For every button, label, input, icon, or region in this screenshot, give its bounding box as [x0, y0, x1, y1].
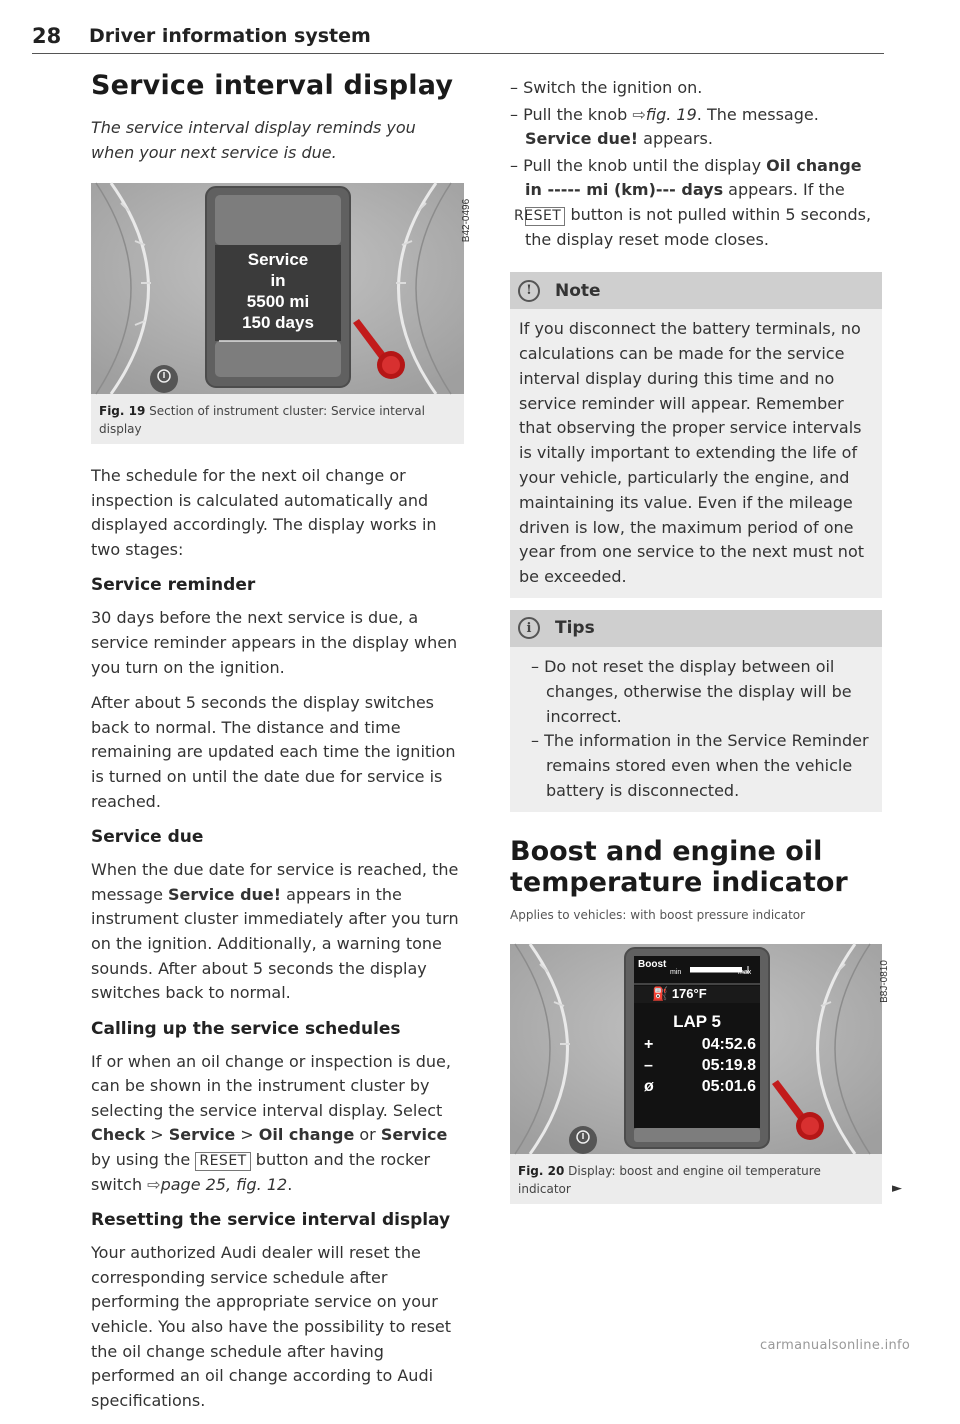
note-text: If you disconnect the battery terminals, no calculations can be made for the service interval display during this time and no service reminder will appear. Remember that observing the proper service intervals is vitally important to extending the life of your vehicle, particularly the engine, and maintaining its value. Even if the mileage driven is low, the maximum period of one year from one service to the next must not be exceeded. [519, 319, 865, 587]
oil-temp-value: 176°F [671, 985, 707, 1001]
service-reminder-p1: 30 days before the next service is due, a service reminder appears in the display when you turn on the ignition. [91, 608, 458, 677]
footer-watermark: carmanualsonline.info [760, 1338, 911, 1353]
lap-row: + 04:52.6 [644, 1035, 756, 1053]
figure-20-caption [510, 1154, 882, 1204]
oil-temp-row [652, 986, 752, 1002]
resetting-paragraph: Your authorized Audi dealer will reset the corresponding service schedule after performing the appropriate service on your vehicle. You also have the possibility to reset the oil change schedule after having performed an oil change according to Audi specifications. [91, 1243, 452, 1410]
exclamation-icon: ! [518, 280, 540, 302]
figure-20-image [510, 944, 891, 1154]
page-number: 28 [32, 24, 62, 48]
figure-20 [510, 944, 902, 1204]
service-reminder-heading: Service reminder [91, 575, 256, 596]
service-interval-intro: The service interval display reminds you when your next service is due. [91, 118, 416, 162]
reset-steps [510, 76, 882, 252]
page-header [32, 24, 884, 54]
service-display-text [215, 249, 341, 333]
figure-20-caption-text: Display: boost and engine oil temperature indicator [518, 1163, 821, 1196]
service-interval-heading: Service interval display [91, 70, 454, 101]
boost-heading: Boost and engine oil temperature indicator [510, 835, 848, 898]
oil-temperature-icon: ⛽ [652, 985, 669, 1001]
figure-19-image [91, 183, 472, 394]
lap-row: – 05:19.8 [644, 1056, 756, 1074]
tip-item-2: – The information in the Service Reminder remains stored even when the vehicle battery is disconnected. [531, 731, 869, 800]
lap-row: ø 05:01.6 [644, 1077, 756, 1095]
note-box [510, 272, 882, 598]
section-title: Driver information system [89, 25, 371, 47]
step-2: – Pull the knob ⇨fig. 19. The message. Service due! appears. [510, 104, 819, 149]
ref-arrow-icon: ⇨ [632, 104, 646, 124]
figure-19-caption [91, 394, 464, 444]
reset-key: RESET [525, 207, 565, 226]
display-line-2: in [270, 271, 286, 290]
service-due-paragraph: When the due date for service is reached, the message Service due! appears in the instrument cluster immediately after you turn on the ignition. Additionally, a warning tone sounds. After about 5 seconds the display switches back to normal. [91, 860, 459, 1003]
lap-label: LAP 5 [673, 1011, 721, 1031]
tips-title: Tips [555, 618, 595, 639]
resetting-heading: Resetting the service interval display [91, 1210, 451, 1231]
calling-up-paragraph: If or when an oil change or inspection is due, can be shown in the instrument cluster by selecting the service interval display. Select Check > Service > Oil change or Service by using the RESET button and the rocker switch ⇨page 25, fig. 12. [91, 1051, 451, 1194]
left-column [91, 70, 472, 1424]
figure-19-caption-text: Section of instrument cluster: Service interval display [99, 404, 425, 436]
reset-key: RESET [195, 1152, 250, 1171]
boost-label: Boost [638, 958, 667, 970]
figure-20-code: B8J-0810 [879, 959, 891, 1003]
tip-item-1: – Do not reset the display between oil changes, otherwise the display will be incorrect. [531, 656, 852, 726]
schedule-paragraph: The schedule for the next oil change or inspection is calculated automatically and displayed accordingly. The display works in two stages: [91, 466, 437, 559]
boost-min-label: min [670, 968, 682, 976]
note-title: Note [555, 280, 601, 301]
tips-body [510, 647, 882, 812]
note-body [510, 309, 882, 598]
page-ref-link[interactable]: page 25, fig. 12 [160, 1174, 288, 1194]
service-reminder-p2: After about 5 seconds the display switches back to normal. The distance and time remaining are updated each time the ignition is turned on until the date due for service is reached. [91, 693, 456, 811]
right-column [510, 76, 902, 1224]
figure-19-label: Fig. 19 [99, 404, 146, 418]
figure-20-label: Fig. 20 [518, 1163, 565, 1178]
display-line-4: 150 days [242, 313, 314, 332]
boost-max-label: max [738, 968, 752, 976]
tips-header [510, 610, 882, 647]
service-due-heading: Service due [91, 827, 204, 848]
display-line-3: 5500 mi [246, 292, 310, 311]
figure-19-code: B42-0496 [460, 198, 472, 243]
info-icon: i [518, 617, 540, 639]
display-line-1: Service [247, 250, 309, 269]
lap-times [644, 1034, 756, 1097]
step-1: – Switch the ignition on. [510, 78, 703, 97]
note-header [510, 272, 882, 309]
step-3: – Pull the knob until the display Oil change in ----- mi (km)--- days appears. If the RESET button is not pulled within 5 seconds, the display reset mode closes. [510, 155, 872, 249]
applies-to: Applies to vehicles: with boost pressure indicator [510, 907, 806, 922]
continue-arrow-icon: ► [892, 1180, 902, 1196]
figure-19 [91, 183, 472, 444]
calling-up-heading: Calling up the service schedules [91, 1018, 401, 1039]
tips-box [510, 610, 882, 812]
ref-arrow-icon: ⇨ [147, 1174, 161, 1194]
fig-ref-link[interactable]: fig. 19 [645, 104, 697, 124]
